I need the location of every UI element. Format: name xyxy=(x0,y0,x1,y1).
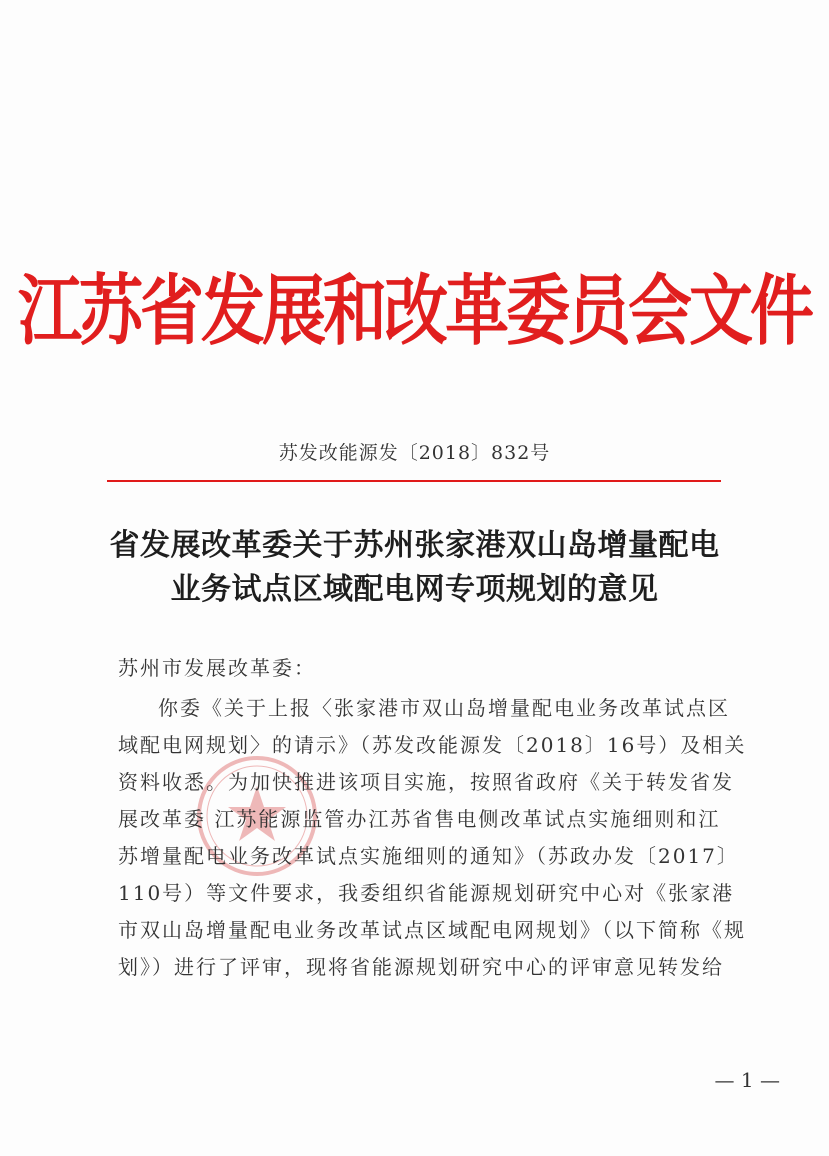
body-line: 展改革委 江苏能源监管办江苏省售电侧改革试点实施细则和江 xyxy=(118,807,721,831)
body-line: 你委《关于上报〈张家港市双山岛增量配电业务改革试点区 xyxy=(158,696,730,720)
body-line: 域配电网规划〉的请示》（苏发改能源发〔2018〕16号）及相关 xyxy=(118,733,747,757)
document-number: 苏发改能源发〔2018〕832号 xyxy=(278,442,551,464)
red-divider-line xyxy=(107,480,721,482)
document-title xyxy=(0,524,829,612)
body-text xyxy=(118,690,758,986)
page-number: — 1 — xyxy=(714,1068,780,1092)
body-line: 资料收悉。为加快推进该项目实施，按照省政府《关于转发省发 xyxy=(118,770,734,794)
body-line: 110号）等文件要求，我委组织省能源规划研究中心对《张家港 xyxy=(118,881,735,905)
body-line: 划》）进行了评审，现将省能源规划研究中心的评审意见转发给 xyxy=(118,955,724,979)
body-line: 市双山岛增量配电业务改革试点区域配电网规划》（以下简称《规 xyxy=(118,918,746,942)
salutation: 苏州市发展改革委： xyxy=(118,656,316,680)
title-line-2: 业务试点区域配电网专项规划的意见 xyxy=(170,572,659,607)
body-line: 苏增量配电业务改革试点实施细则的通知》（苏政办发〔2017〕 xyxy=(118,844,739,868)
masthead-title: 江苏省发展和改革委员会文件 xyxy=(18,266,811,357)
title-line-1: 省发展改革委关于苏州张家港双山岛增量配电 xyxy=(109,528,720,563)
